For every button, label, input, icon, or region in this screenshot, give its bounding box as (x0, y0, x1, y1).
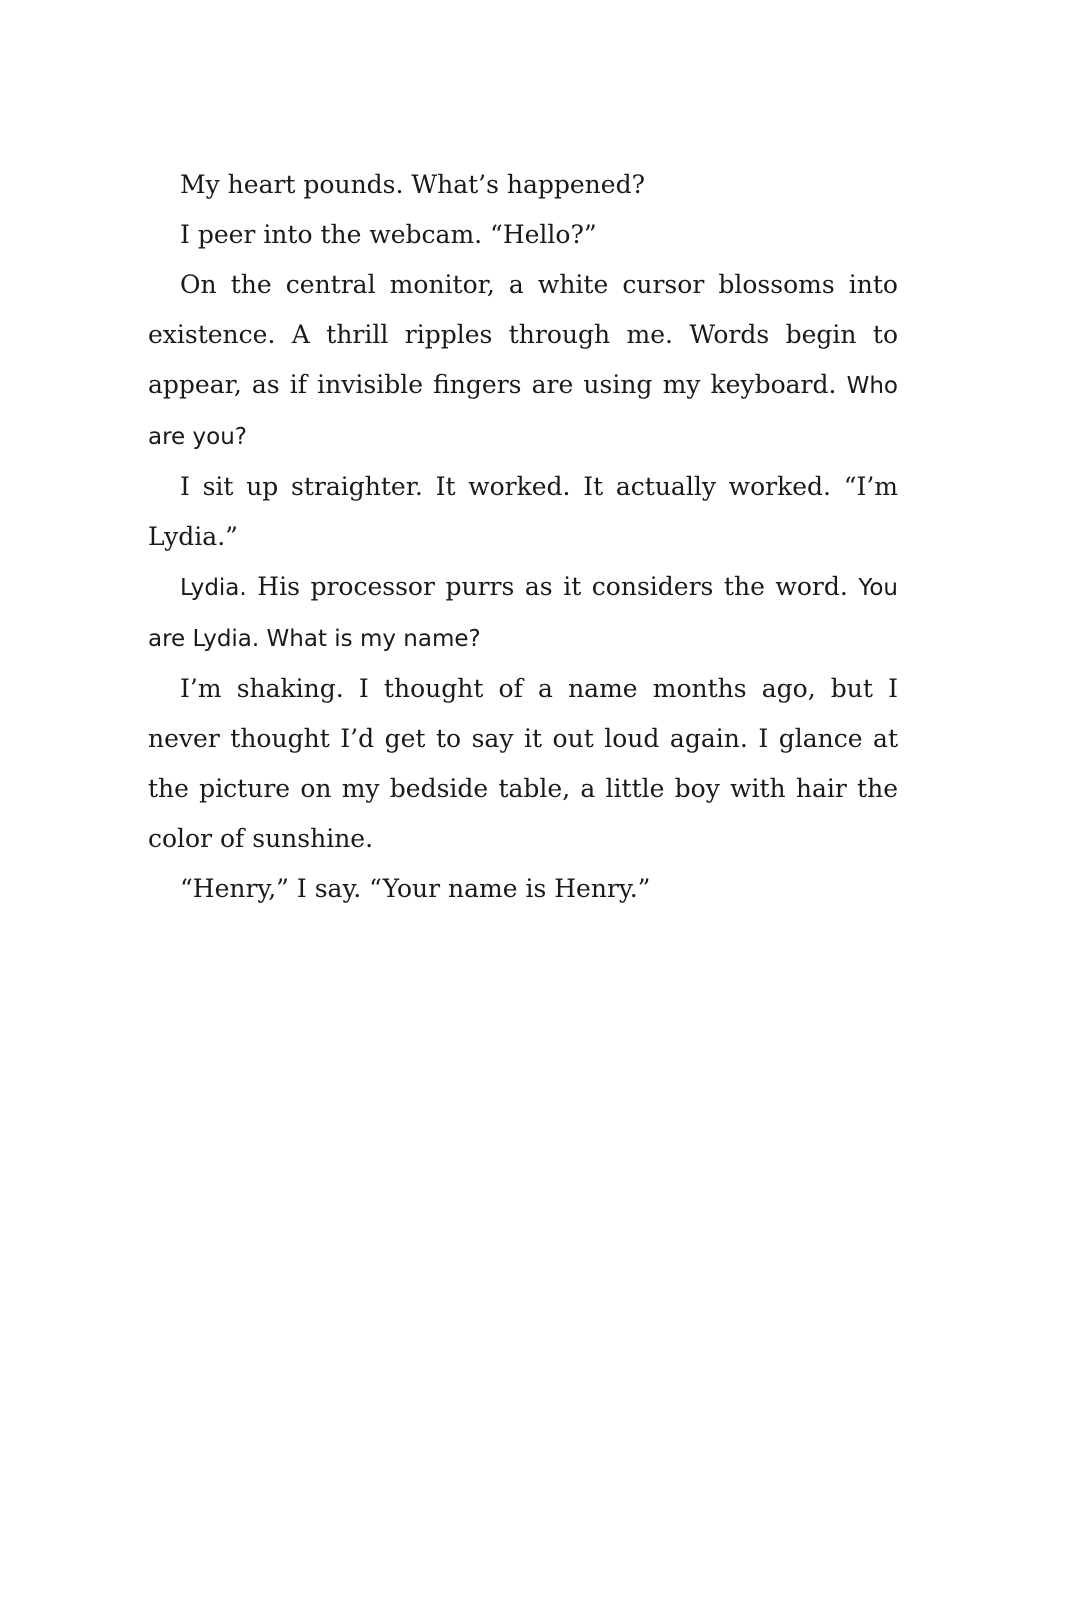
paragraph-4 (148, 462, 898, 562)
paragraph-2 (148, 210, 898, 260)
paragraph-5 (148, 562, 898, 664)
paragraph-text: I’m shaking. I thought of a name months ago, but I never thought I’d get to say it out loud again. I glance at the picture on my bedside table, a little boy with hair the color of sunshine. (148, 674, 898, 853)
paragraph-text: On the central monitor, a white cursor blossoms into existence. A thrill ripples through me. Words begin to appear, as if invisible fingers are using my keyboard. (148, 270, 898, 399)
book-page (148, 160, 898, 914)
computer-text: Lydia. (180, 575, 247, 601)
paragraph-3 (148, 260, 898, 462)
computer-text: You are Lydia. What is my name? (148, 575, 898, 652)
paragraph-text: My heart pounds. What’s happened? (180, 170, 645, 199)
computer-text: Who are you? (148, 373, 898, 450)
paragraph-6 (148, 664, 898, 864)
paragraph-1 (148, 160, 898, 210)
paragraph-text: His processor purrs as it considers the word. (246, 572, 859, 601)
paragraph-text: I sit up straighter. It worked. It actually worked. “I’m Lydia.” (148, 472, 898, 551)
paragraph-7 (148, 864, 898, 914)
paragraph-text: I peer into the webcam. “Hello?” (180, 220, 597, 249)
paragraph-text: “Henry,” I say. “Your name is Henry.” (180, 874, 651, 903)
